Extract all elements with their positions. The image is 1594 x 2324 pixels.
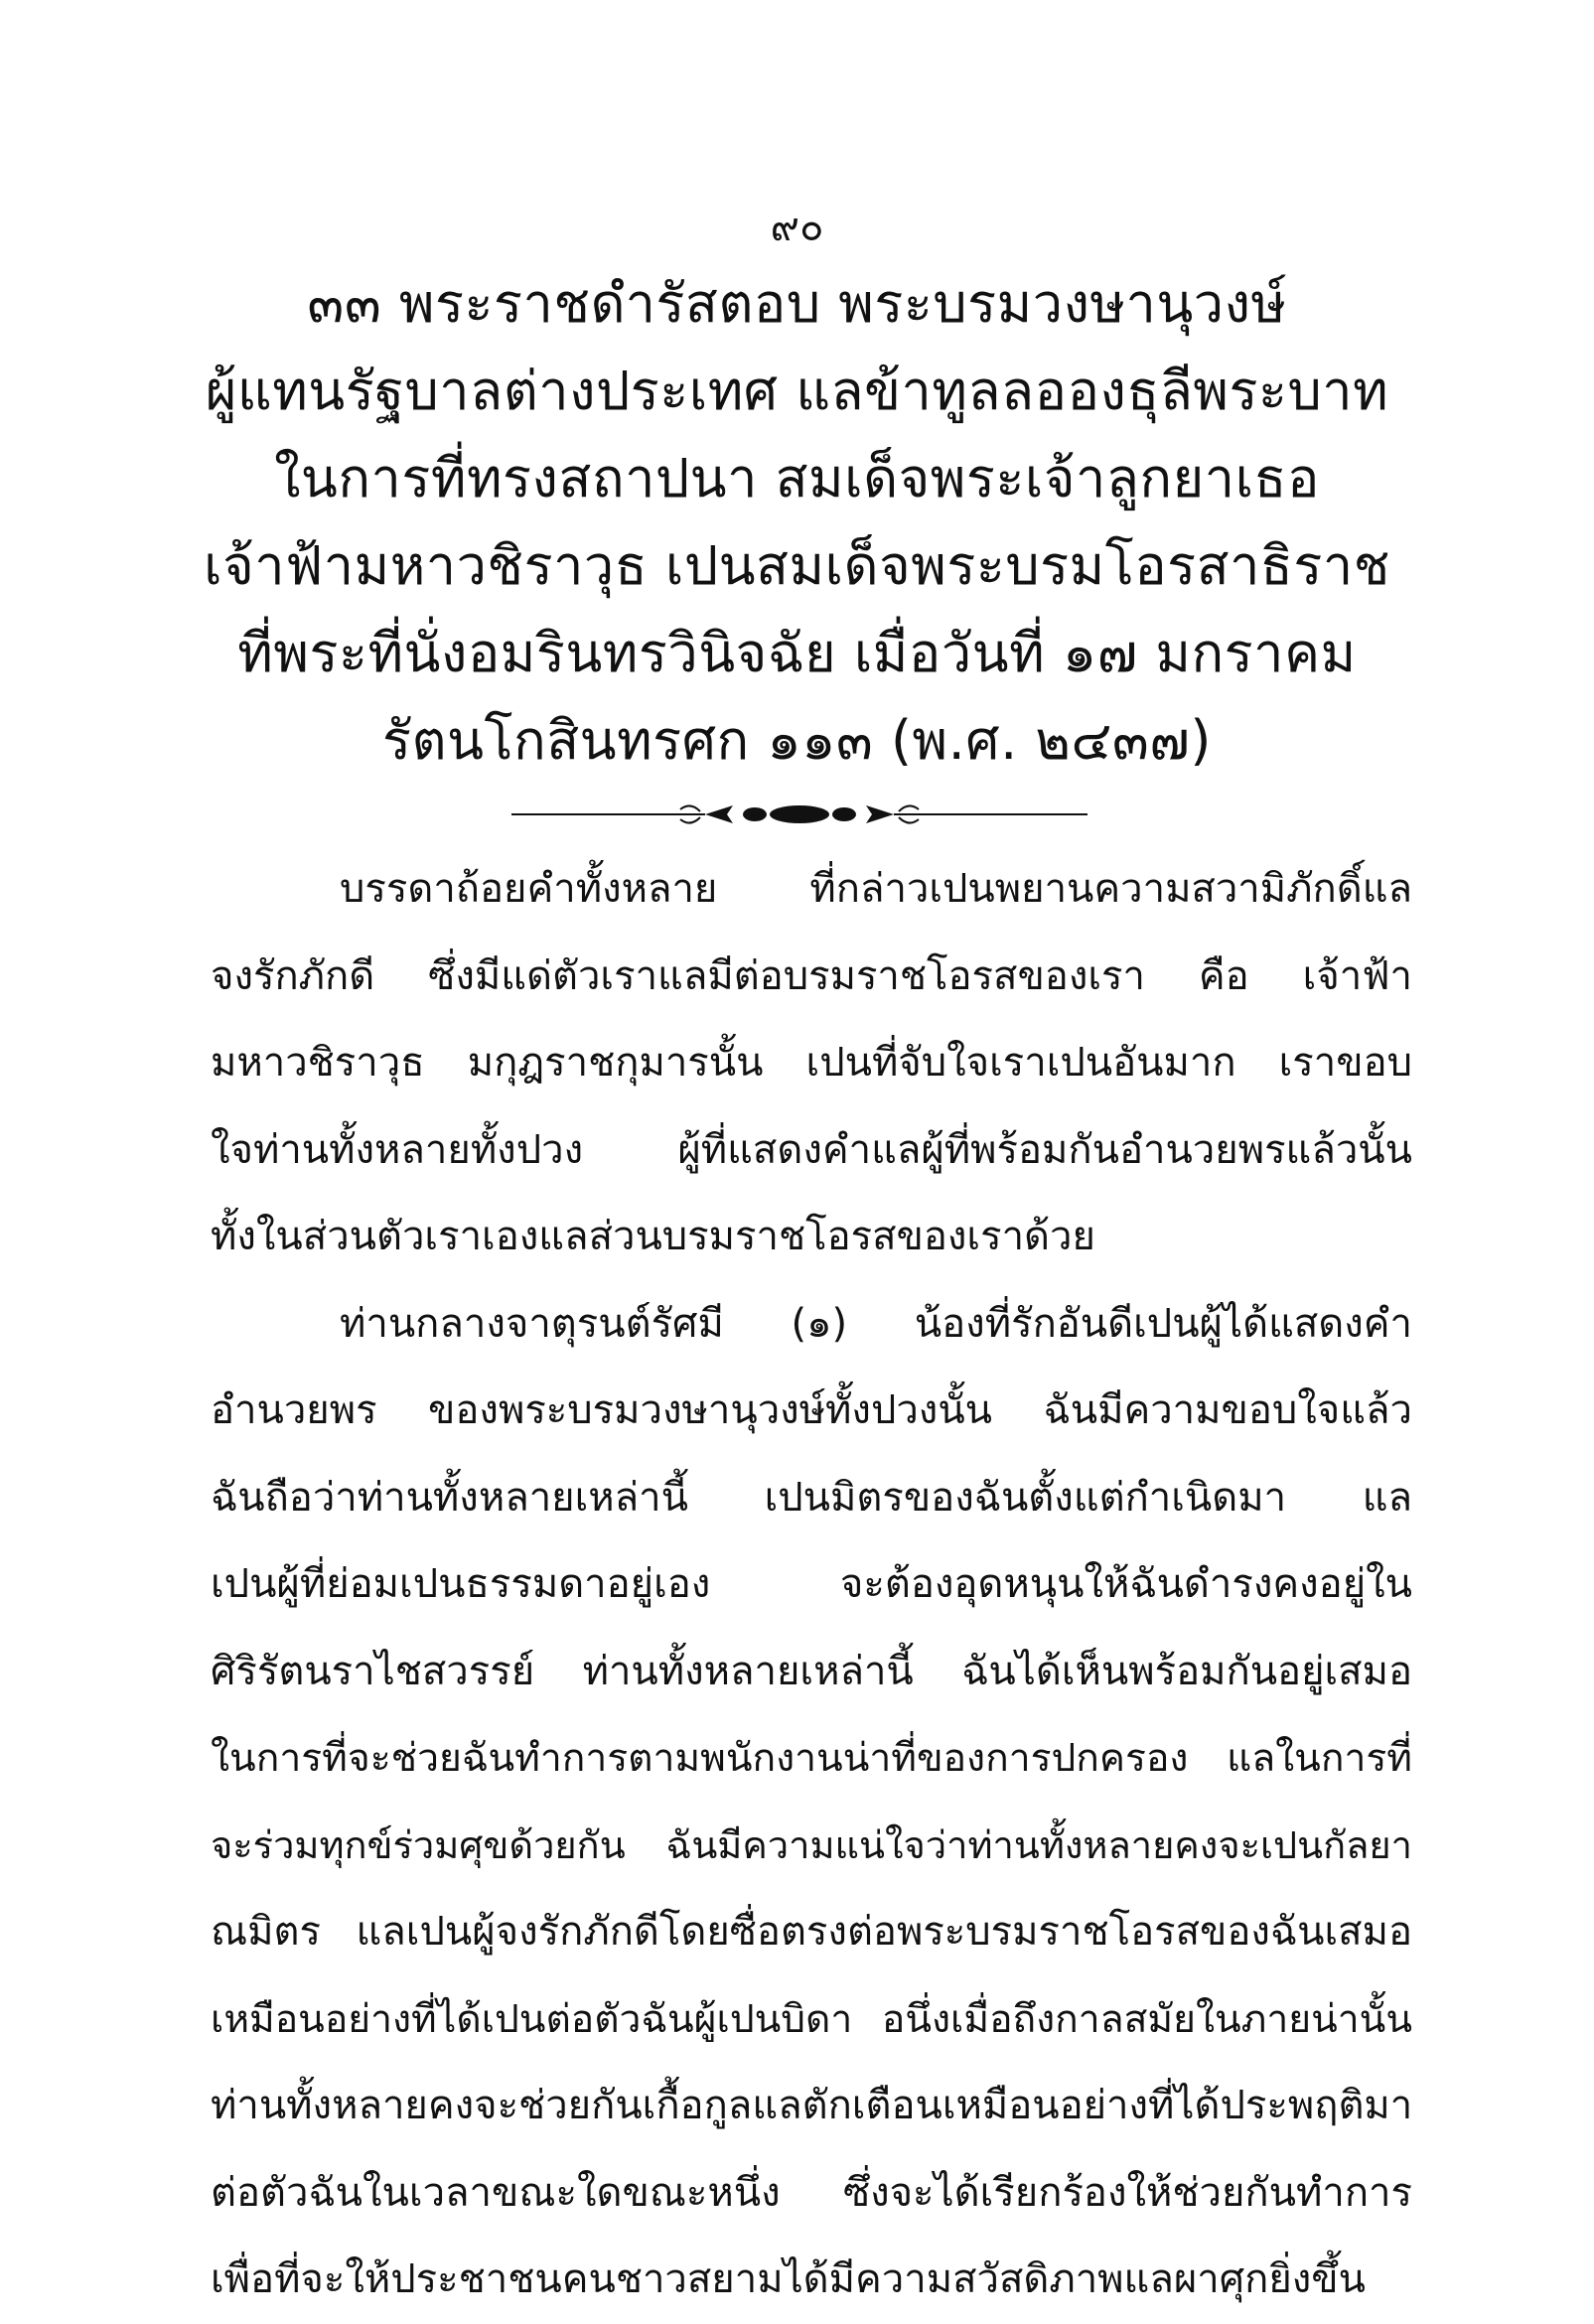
body-line: ทั้งในส่วนตัวเราเองแลส่วนบรมราชโอรสของเราด้วย — [211, 1214, 1095, 1259]
body-line: ศิริรัตนราไชสวรรย์ ท่านทั้งหลายเหล่านี้ ฉันได้เห็นพร้อมกันอยู่เสมอ — [211, 1648, 1412, 1694]
heading-line: รัตนโกสินทรศก ๑๑๓ (พ.ศ. ๒๔๓๗) — [382, 709, 1212, 772]
body-line: ท่านทั้งหลายคงจะช่วยกันเกื้อกูลแลตักเตือนเหมือนอย่างที่ได้ประพฤติมา — [211, 2083, 1413, 2128]
body-line: จะร่วมทุกข์ร่วมศุขด้วยกัน ฉันมีความแน่ใจว่าท่านทั้งหลายคงจะเปนกัลยา — [211, 1822, 1412, 1867]
speech-body — [211, 846, 1412, 2324]
body-line: บรรดาถ้อยคำทั้งหลาย ที่กล่าวเปนพยานความสวามิภักดิ์แล — [340, 866, 1412, 912]
page-number: ๙๐ — [770, 205, 824, 250]
body-line: จงรักภักดี ซึ่งมีแด่ตัวเราแลมีต่อบรมราชโอรสของเรา คือ เจ้าฟ้า — [211, 952, 1412, 999]
body-line: ณมิตร แลเปนผู้จงรักภักดีโดยซื่อตรงต่อพระบรมราชโอรสของฉันเสมอ — [211, 1909, 1412, 1955]
heading-line: ในการที่ทรงสถาปนา สมเด็จพระเจ้าลูกยาเธอ — [274, 447, 1320, 509]
body-line: ฉันถือว่าท่านทั้งหลายเหล่านี้ เปนมิตรของฉันตั้งแต่กำเนิดมา แล — [211, 1474, 1412, 1521]
body-line: ใจท่านทั้งหลายทั้งปวง ผู้ที่แสดงคำแลผู้ที่พร้อมกันอำนวยพรแล้วนั้น — [211, 1126, 1412, 1173]
body-line: ในการที่จะช่วยฉันทำการตามพนักงานน่าที่ของการปกครอง แลในการที่ — [211, 1736, 1412, 1781]
body-line: อำนวยพร ของพระบรมวงษานุวงษ์ทั้งปวงนั้น ฉันมีความขอบใจแล้ว — [211, 1387, 1412, 1433]
body-line: มหาวชิราวุธ มกุฎราชกุมารนั้น เปนที่จับใจเราเปนอันมาก เราขอบ — [211, 1040, 1412, 1086]
body-line: เหมือนอย่างที่ได้เปนต่อตัวฉันผู้เปนบิดา อนึ่งเมื่อถึงกาลสมัยในภายน่านั้น — [211, 1996, 1412, 2042]
body-line: เพื่อที่จะให้ประชาชนคนชาวสยามได้มีความสวัสดิภาพแลผาศุกยิ่งขึ้น — [211, 2256, 1366, 2302]
heading-line: ๓๓ พระราชดำรัสตอบ พระบรมวงษานุวงษ์ — [307, 272, 1287, 335]
body-line: ต่อตัวฉันในเวลาขณะใดขณะหนึ่ง ซึ่งจะได้เรียกร้องให้ช่วยกันทำการ — [211, 2169, 1412, 2216]
speech-heading — [199, 260, 1395, 785]
heading-line: ที่พระที่นั่งอมรินทรวินิจฉัย เมื่อวันที่ ๑๗ มกราคม — [237, 622, 1357, 684]
heading-line: ผู้แทนรัฐบาลต่างประเทศ แลข้าทูลลอองธุลีพระบาท — [205, 360, 1389, 422]
ornamental-divider — [507, 790, 1092, 839]
heading-line: เจ้าฟ้ามหาวชิราวุธ เปนสมเด็จพระบรมโอรสาธิราช — [204, 534, 1390, 597]
body-line: เปนผู้ที่ย่อมเปนธรรมดาอยู่เอง จะต้องอุดหนุนให้ฉันดำรงคงอยู่ใน — [211, 1561, 1412, 1607]
body-line: ท่านกลางจาตุรนต์รัศมี (๑) น้องที่รักอันดีเปนผู้ได้แสดงคำ — [340, 1300, 1412, 1347]
